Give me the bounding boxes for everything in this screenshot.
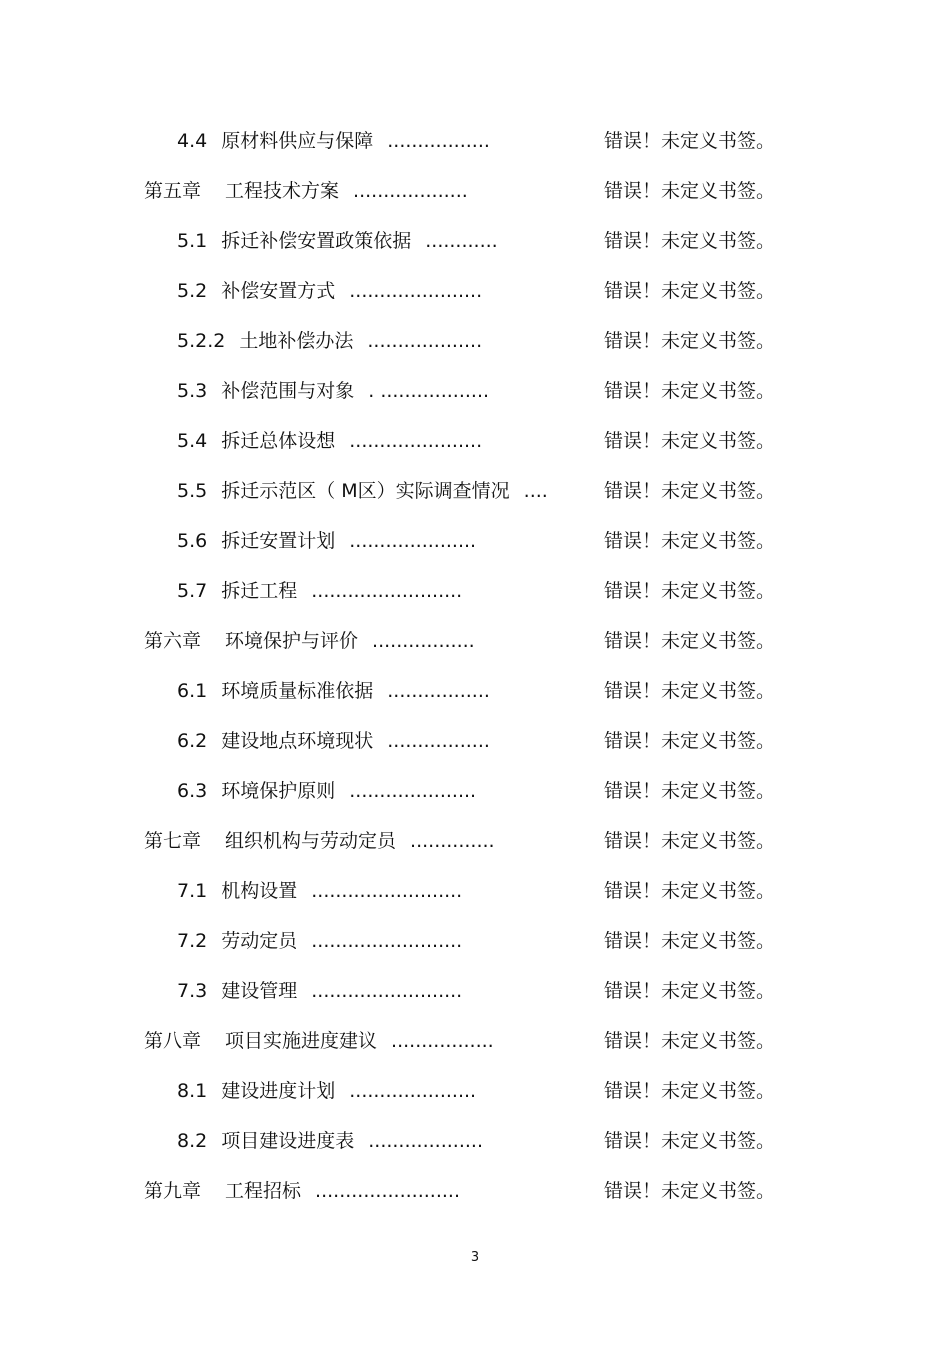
toc-row[interactable]: [0, 716, 950, 766]
toc-row[interactable]: [0, 1116, 950, 1166]
toc-number: 7.1: [177, 880, 208, 902]
toc-page-ref: 错误！未定义书签。: [604, 830, 776, 852]
toc-leader: .................: [391, 1030, 494, 1052]
toc-leader: ......................: [349, 430, 483, 452]
toc-row[interactable]: [0, 266, 950, 316]
toc-number: 5.2: [177, 280, 208, 302]
toc-page-ref: 错误！未定义书签。: [604, 530, 776, 552]
toc-row[interactable]: [0, 816, 950, 866]
toc-leader: .................: [387, 730, 490, 752]
toc-page-ref: 错误！未定义书签。: [604, 1180, 776, 1202]
toc-entry: [144, 1166, 460, 1216]
toc-page-ref: 错误！未定义书签。: [604, 930, 776, 952]
toc-row[interactable]: [0, 566, 950, 616]
toc-entry: [177, 866, 462, 916]
toc-title: 拆迁安置计划: [221, 530, 336, 552]
toc-leader: ..............: [410, 830, 495, 852]
page-number: 3: [470, 1250, 480, 1265]
toc-row[interactable]: [0, 666, 950, 716]
toc-number: 5.6: [177, 530, 208, 552]
toc-page-ref: 错误！未定义书签。: [604, 780, 776, 802]
toc-title: 拆迁工程: [221, 580, 298, 602]
toc-entry: [144, 1016, 494, 1066]
toc-title: 机构设置: [221, 880, 298, 902]
toc-title: 土地补偿办法: [239, 330, 354, 352]
toc-number: 5.2.2: [177, 330, 226, 352]
toc-row[interactable]: [0, 1016, 950, 1066]
toc-leader: .................: [387, 680, 490, 702]
toc-entry: [144, 166, 468, 216]
toc-row[interactable]: [0, 766, 950, 816]
table-of-contents: [0, 116, 950, 1216]
toc-entry: [177, 266, 482, 316]
toc-title: 拆迁示范区（ M区）实际调查情况: [221, 480, 510, 502]
toc-page-ref: 错误！未定义书签。: [604, 230, 776, 252]
toc-entry: [177, 216, 498, 266]
toc-leader: ....: [523, 480, 548, 502]
toc-number: 6.1: [177, 680, 208, 702]
toc-entry: [177, 116, 490, 166]
toc-leader: ........................: [315, 1180, 460, 1202]
toc-title: 补偿范围与对象: [221, 380, 355, 402]
toc-leader: ...................: [353, 180, 468, 202]
toc-page-ref: 错误！未定义书签。: [604, 580, 776, 602]
toc-row[interactable]: [0, 116, 950, 166]
toc-title: 项目建设进度表: [221, 1130, 355, 1152]
toc-number: 第八章: [144, 1030, 202, 1052]
toc-page-ref: 错误！未定义书签。: [604, 980, 776, 1002]
toc-page-ref: 错误！未定义书签。: [604, 630, 776, 652]
toc-row[interactable]: [0, 516, 950, 566]
toc-number: 7.2: [177, 930, 208, 952]
toc-title: 原材料供应与保障: [221, 130, 374, 152]
toc-entry: [177, 466, 548, 516]
toc-row[interactable]: [0, 166, 950, 216]
toc-number: 5.4: [177, 430, 208, 452]
toc-row[interactable]: [0, 966, 950, 1016]
toc-entry: [177, 716, 490, 766]
toc-leader: .........................: [311, 980, 463, 1002]
toc-entry: [177, 566, 462, 616]
toc-entry: [177, 416, 482, 466]
toc-row[interactable]: [0, 1066, 950, 1116]
toc-page-ref: 错误！未定义书签。: [604, 730, 776, 752]
toc-title: 劳动定员: [221, 930, 298, 952]
toc-number: 第九章: [144, 1180, 202, 1202]
toc-title: 环境保护与评价: [225, 630, 359, 652]
toc-row[interactable]: [0, 1166, 950, 1216]
toc-title: 工程技术方案: [225, 180, 340, 202]
toc-leader: .................: [387, 130, 490, 152]
toc-title: 建设进度计划: [221, 1080, 336, 1102]
toc-number: 5.7: [177, 580, 208, 602]
toc-entry: [177, 916, 462, 966]
toc-entry: [177, 666, 490, 716]
toc-title: 拆迁总体设想: [221, 430, 336, 452]
toc-page-ref: 错误！未定义书签。: [604, 1080, 776, 1102]
toc-page-ref: 错误！未定义书签。: [604, 180, 776, 202]
toc-leader: ...................: [367, 330, 483, 352]
toc-leader: .........................: [311, 930, 463, 952]
toc-number: 5.1: [177, 230, 208, 252]
toc-number: 8.1: [177, 1080, 208, 1102]
toc-page-ref: 错误！未定义书签。: [604, 1030, 776, 1052]
toc-row[interactable]: [0, 916, 950, 966]
toc-number: 6.3: [177, 780, 208, 802]
toc-page-ref: 错误！未定义书签。: [604, 330, 776, 352]
toc-entry: [177, 316, 482, 366]
toc-number: 第六章: [144, 630, 202, 652]
toc-title: 建设地点环境现状: [221, 730, 374, 752]
toc-leader: .....................: [349, 780, 477, 802]
toc-title: 拆迁补偿安置政策依据: [221, 230, 412, 252]
toc-page-ref: 错误！未定义书签。: [604, 1130, 776, 1152]
toc-title: 工程招标: [225, 1180, 302, 1202]
toc-page-ref: 错误！未定义书签。: [604, 430, 776, 452]
toc-entry: [177, 1066, 476, 1116]
toc-leader: ......................: [349, 280, 483, 302]
toc-entry: [144, 616, 475, 666]
toc-leader: .........................: [311, 880, 463, 902]
toc-page-ref: 错误！未定义书签。: [604, 680, 776, 702]
toc-row[interactable]: [0, 216, 950, 266]
toc-row[interactable]: [0, 366, 950, 416]
toc-row[interactable]: [0, 416, 950, 466]
toc-leader: ...................: [368, 1130, 483, 1152]
toc-page-ref: 错误！未定义书签。: [604, 480, 776, 502]
toc-row[interactable]: [0, 616, 950, 666]
toc-entry: [177, 966, 462, 1016]
toc-number: 第五章: [144, 180, 202, 202]
toc-row[interactable]: [0, 866, 950, 916]
toc-title: 组织机构与劳动定员: [225, 830, 397, 852]
toc-title: 环境质量标准依据: [221, 680, 374, 702]
toc-leader: ............: [425, 230, 498, 252]
toc-number: 5.5: [177, 480, 208, 502]
toc-entry: [177, 766, 476, 816]
toc-leader: .................: [372, 630, 475, 652]
toc-leader: .........................: [311, 580, 463, 602]
toc-row[interactable]: [0, 466, 950, 516]
toc-title: 建设管理: [221, 980, 298, 1002]
toc-entry: [144, 816, 495, 866]
toc-page-ref: 错误！未定义书签。: [604, 280, 776, 302]
toc-title: 项目实施进度建议: [225, 1030, 378, 1052]
toc-number: 第七章: [144, 830, 202, 852]
toc-number: 5.3: [177, 380, 208, 402]
toc-number: 8.2: [177, 1130, 208, 1152]
toc-number: 4.4: [177, 130, 208, 152]
toc-leader: . ..................: [368, 380, 490, 402]
toc-entry: [177, 1116, 483, 1166]
toc-leader: .....................: [349, 1080, 477, 1102]
toc-page-ref: 错误！未定义书签。: [604, 880, 776, 902]
toc-entry: [177, 516, 476, 566]
toc-page-ref: 错误！未定义书签。: [604, 130, 776, 152]
toc-number: 7.3: [177, 980, 208, 1002]
toc-row[interactable]: [0, 316, 950, 366]
toc-title: 补偿安置方式: [221, 280, 336, 302]
toc-entry: [177, 366, 489, 416]
toc-leader: .....................: [349, 530, 477, 552]
toc-title: 环境保护原则: [221, 780, 336, 802]
toc-page-ref: 错误！未定义书签。: [604, 380, 776, 402]
toc-number: 6.2: [177, 730, 208, 752]
